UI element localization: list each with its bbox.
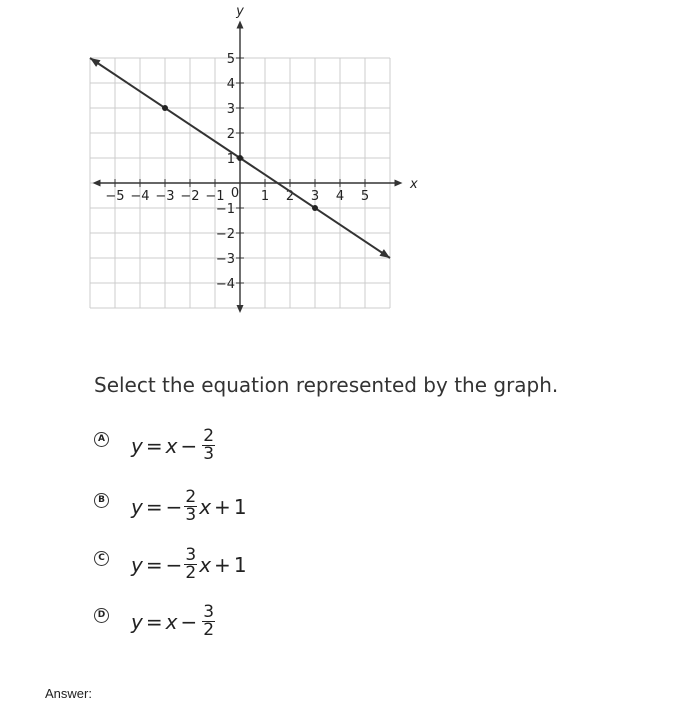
y-tick-label: 5 — [226, 52, 235, 67]
series-arrow-right — [379, 249, 390, 258]
choice-b[interactable] — [94, 489, 247, 524]
eq-equals: = — [145, 609, 163, 634]
y-tick-label: −2 — [215, 227, 235, 242]
eq-fraction — [202, 428, 215, 463]
choice-d[interactable] — [94, 604, 217, 639]
x-tick-label: −3 — [155, 189, 175, 204]
series-arrow-left — [90, 58, 101, 67]
eq-fraction — [202, 604, 215, 639]
x-tick-label: 5 — [360, 189, 370, 204]
eq-equals: = — [145, 433, 163, 458]
eq-x: x — [165, 433, 178, 458]
y-tick-label: 2 — [226, 127, 235, 142]
eq-sign: − — [165, 494, 183, 519]
choice-a[interactable] — [94, 428, 217, 463]
x-tick-label: −2 — [180, 189, 200, 204]
eq-equals: = — [145, 494, 163, 519]
eq-y: y — [131, 433, 143, 458]
y-tick-label: 3 — [226, 102, 235, 117]
eq-y: y — [131, 609, 143, 634]
fraction-denominator: 2 — [203, 620, 215, 640]
fraction-denominator: 3 — [185, 505, 197, 525]
x-tick-label: −1 — [205, 189, 225, 204]
fraction-numerator: 3 — [203, 602, 215, 622]
y-tick-label: −4 — [215, 277, 235, 292]
y-tick-label: −3 — [215, 252, 235, 267]
eq-constant: 1 — [233, 494, 247, 519]
eq-fraction — [184, 489, 197, 524]
choice-c-equation — [131, 547, 247, 582]
answer-label: Answer: — [45, 686, 92, 701]
fraction-numerator: 2 — [185, 487, 197, 507]
origin-label: 0 — [230, 186, 240, 201]
eq-plus: + — [214, 552, 231, 577]
eq-y: y — [131, 494, 143, 519]
eq-sign: − — [165, 552, 183, 577]
y-axis-arrow-down — [237, 305, 244, 313]
fraction-denominator: 2 — [185, 563, 197, 583]
choice-c-bubble[interactable]: C — [94, 551, 109, 566]
eq-equals: = — [145, 552, 163, 577]
x-tick-label: 3 — [310, 189, 320, 204]
eq-x: x — [199, 494, 212, 519]
data-point — [237, 155, 243, 161]
data-point — [162, 105, 168, 111]
y-axis-label: y — [236, 4, 244, 19]
choice-b-bubble[interactable]: B — [94, 493, 109, 508]
eq-fraction — [184, 547, 197, 582]
eq-minus: − — [180, 609, 198, 634]
x-tick-label: 2 — [285, 189, 295, 204]
eq-constant: 1 — [233, 552, 247, 577]
x-tick-label: 4 — [335, 189, 345, 204]
coordinate-graph — [88, 4, 418, 343]
choice-d-bubble[interactable]: D — [94, 608, 109, 623]
choice-c[interactable] — [94, 547, 247, 582]
eq-x: x — [165, 609, 178, 634]
choice-a-bubble[interactable]: A — [94, 432, 109, 447]
x-axis-arrow-left — [93, 180, 101, 187]
x-axis-arrow-right — [395, 180, 403, 187]
data-point — [312, 205, 318, 211]
eq-x: x — [199, 552, 212, 577]
fraction-numerator: 2 — [203, 426, 215, 446]
y-tick-label: 1 — [226, 152, 235, 167]
fraction-denominator: 3 — [203, 444, 215, 464]
eq-y: y — [131, 552, 143, 577]
x-axis-label: x — [410, 177, 418, 192]
question-text: Select the equation represented by the graph. — [94, 373, 559, 397]
choice-b-equation — [131, 489, 247, 524]
y-tick-label: 4 — [226, 77, 235, 92]
y-axis-arrow-up — [237, 21, 244, 29]
fraction-numerator: 3 — [185, 545, 197, 565]
eq-plus: + — [214, 494, 231, 519]
choice-a-equation — [131, 428, 217, 463]
x-tick-label: 1 — [260, 189, 270, 204]
eq-minus: − — [180, 433, 198, 458]
x-tick-label: −4 — [130, 189, 150, 204]
x-tick-label: −5 — [105, 189, 125, 204]
y-tick-label: −1 — [215, 202, 235, 217]
choice-d-equation — [131, 604, 217, 639]
